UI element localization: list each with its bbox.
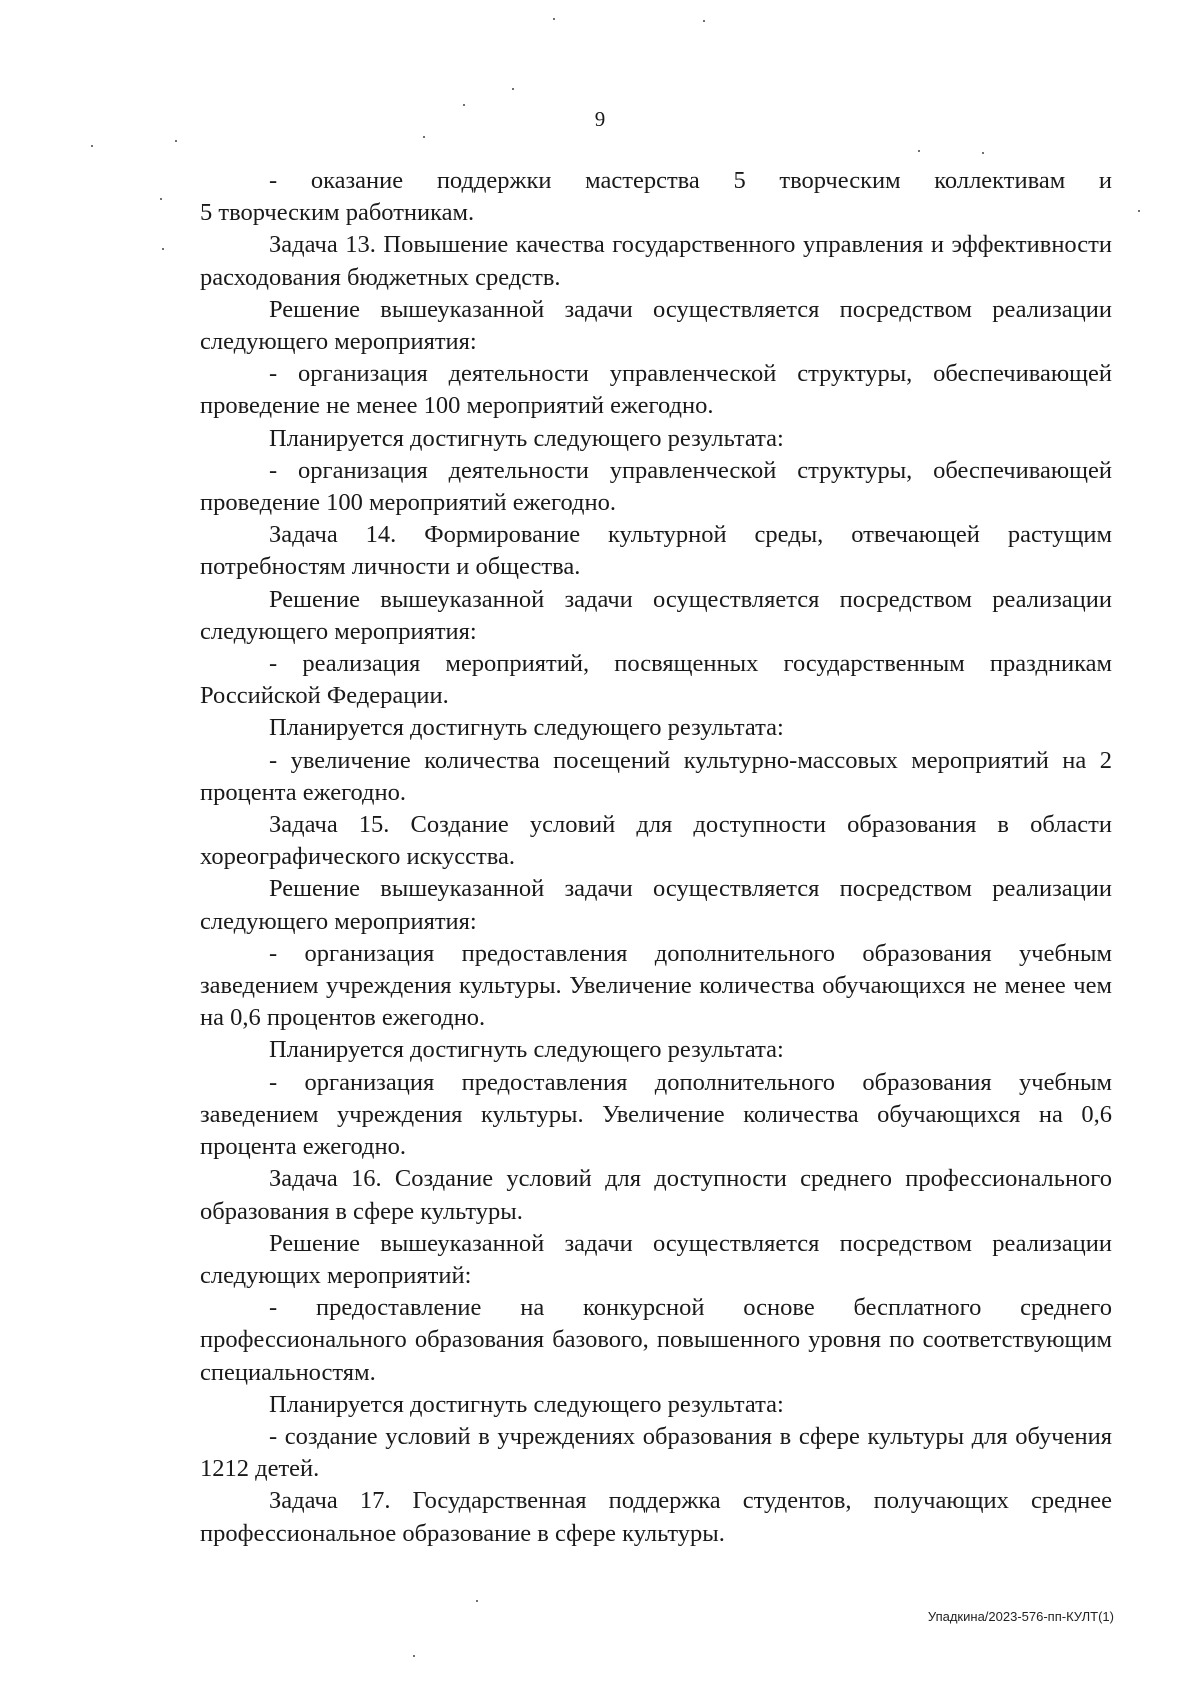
paragraph-planned-15: Планируется достигнуть следующего результата:	[269, 1036, 784, 1064]
paragraph-support-item-continued: 5 творческим работникам.	[200, 199, 475, 227]
paragraph-solution-14: Решение вышеуказанной задачи осуществляется посредством реализации следующего мероприятия:	[200, 585, 1112, 645]
scan-speck	[162, 248, 164, 250]
paragraph-measure-16: - предоставление на конкурсной основе бесплатного среднего профессионального образования базового, повышенного уровня по соответствующим специальностям.	[200, 1294, 1112, 1386]
paragraph-planned-13: Планируется достигнуть следующего результата:	[269, 424, 784, 452]
paragraph-measure-14: - реализация мероприятий, посвященных государственным праздникам Российской Федерации.	[200, 650, 1112, 710]
paragraph-planned-16: Планируется достигнуть следующего результата:	[269, 1390, 784, 1418]
footer-document-code: Упадкина/2023-576-пп-КУЛТ(1)	[927, 1609, 1114, 1624]
scan-speck	[160, 198, 162, 200]
document-body	[200, 165, 1112, 1550]
paragraph-task-16: Задача 16. Создание условий для доступности среднего профессионального образования в сфере культуры.	[200, 1165, 1112, 1225]
scan-speck	[476, 1600, 478, 1602]
paragraph-solution-15: Решение вышеуказанной задачи осуществляется посредством реализации следующего мероприятия:	[200, 875, 1112, 935]
scan-speck	[91, 145, 93, 147]
paragraph-result-14: - увеличение количества посещений культурно-массовых мероприятий на 2 процента ежегодно.	[200, 746, 1112, 806]
paragraph-task-14: Задача 14. Формирование культурной среды, отвечающей растущим потребностям личности и общества.	[200, 521, 1112, 581]
scan-speck	[423, 136, 425, 138]
page-number: 9	[594, 107, 606, 131]
scan-speck	[703, 20, 705, 22]
paragraph-solution-16: Решение вышеуказанной задачи осуществляется посредством реализации следующих мероприятий:	[200, 1229, 1112, 1289]
scan-speck	[512, 88, 514, 90]
paragraph-result-16: - создание условий в учреждениях образования в сфере культуры для обучения 1212 детей.	[200, 1422, 1112, 1483]
paragraph-planned-14: Планируется достигнуть следующего результата:	[269, 714, 784, 742]
paragraph-solution-13: Решение вышеуказанной задачи осуществляется посредством реализации следующего мероприятия:	[200, 295, 1112, 356]
scan-speck	[1138, 210, 1140, 212]
scan-speck	[918, 150, 920, 152]
scan-speck	[982, 152, 984, 154]
paragraph-support-item: - оказание поддержки мастерства 5 творческим коллективам и	[269, 167, 1112, 194]
paragraph-measure-15: - организация предоставления дополнительного образования учебным заведением учреждения культуры. Увеличение количества обучающихся не менее чем на 0,6 процентов ежегодно.	[200, 939, 1112, 1032]
paragraph-result-15: - организация предоставления дополнительного образования учебным заведением учреждения культуры. Увеличение количества обучающихся на 0,6 процента ежегодно.	[200, 1068, 1112, 1161]
paragraph-result-13: - организация деятельности управленческой структуры, обеспечивающей проведение 100 мероприятий ежегодно.	[200, 456, 1112, 517]
scan-speck	[463, 104, 465, 106]
scan-speck	[175, 140, 177, 142]
paragraph-task-13: Задача 13. Повышение качества государственного управления и эффективности расходования бюджетных средств.	[200, 231, 1112, 291]
scan-speck	[553, 18, 555, 20]
paragraph-task-17: Задача 17. Государственная поддержка студентов, получающих среднее профессиональное образование в сфере культуры.	[200, 1487, 1112, 1547]
paragraph-measure-13: - организация деятельности управленческой структуры, обеспечивающей проведение не менее 100 мероприятий ежегодно.	[200, 360, 1112, 420]
paragraph-task-15: Задача 15. Создание условий для доступности образования в области хореографического искусства.	[200, 811, 1112, 871]
scan-speck	[413, 1655, 415, 1657]
